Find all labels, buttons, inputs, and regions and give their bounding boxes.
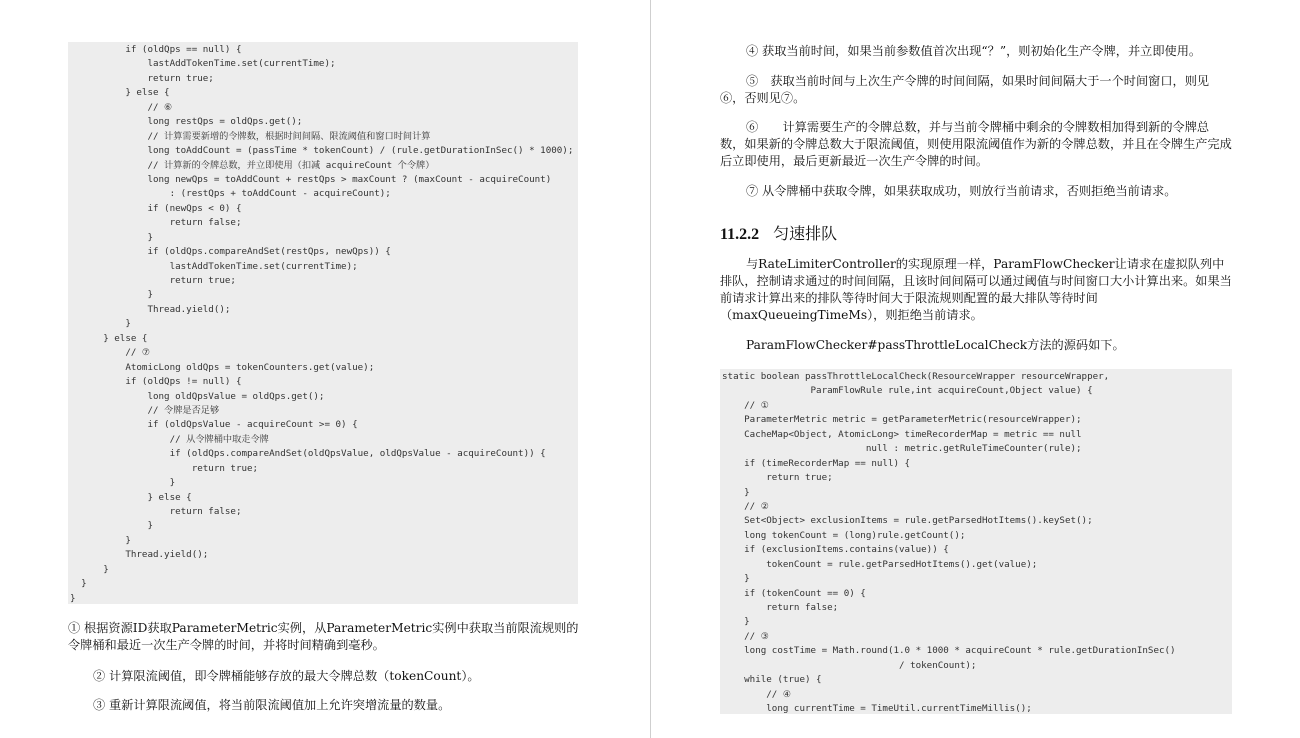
code-line: return true; — [70, 72, 214, 84]
code-line: } — [70, 231, 153, 243]
code-line: if (oldQps.compareAndSet(restQps, newQps)) { — [70, 246, 391, 258]
note-1: ① 根据资源ID获取ParameterMetric实例，从ParameterMetric实例中获取当前限流规则的令牌桶和最近一次生产令牌的时间，并将时间精确到毫秒。 — [68, 621, 579, 652]
note-7: ⑦ 从令牌桶中获取令牌，如果获取成功，则放行当前请求，否则拒绝当前请求。 — [746, 184, 1177, 198]
code-line: / tokenCount); — [722, 659, 977, 671]
code-line: return false; — [70, 217, 242, 229]
code-line: } — [722, 573, 750, 585]
code-line: } — [722, 486, 750, 498]
code-line: tokenCount = rule.getParsedHotItems().get(value); — [722, 558, 1038, 570]
intro-paragraph: 与RateLimiterController的实现原理一样，ParamFlowChecker让请求在虚拟队列中排队，控制请求通过的时间间隔，且该时间间隔可以通过阈值与时间窗口大小计算出来。如果当前请求计算出来的排队等待时间大于限流规则配置的最大排队等待时间（maxQueueingTimeMs），则拒绝当前请求。 — [720, 257, 1232, 322]
code-line: ParamFlowRule rule,int acquireCount,Object value) { — [722, 385, 1093, 397]
note-5: ⑤ 获取当前时间与上次生产令牌的时间间隔，如果时间间隔大于一个时间窗口，则见⑥，否则见⑦。 — [720, 74, 1210, 105]
code-line: // 令牌是否足够 — [70, 404, 220, 416]
code-line: return true; — [70, 462, 259, 474]
code-line: } — [70, 477, 176, 489]
code-block-left — [68, 42, 578, 604]
note-3: ③ 重新计算限流阈值，将当前限流阈值加上允许突增流量的数量。 — [93, 698, 451, 712]
code-line: if (oldQps.compareAndSet(oldQpsValue, oldQpsValue - acquireCount)) { — [70, 448, 546, 460]
code-line: // ⑦ — [70, 347, 151, 359]
code-line: // ④ — [722, 688, 792, 700]
code-line: // 计算新的令牌总数，并立即使用（扣减 acquireCount 个令牌） — [70, 159, 435, 171]
method-paragraph: ParamFlowChecker#passThrottleLocalCheck方法的源码如下。 — [746, 338, 1125, 352]
code-line: return false; — [70, 506, 242, 517]
code-line: long restQps = oldQps.get(); — [70, 116, 303, 128]
code-line: Thread.yield(); — [70, 303, 231, 315]
section-title: 匀速排队 — [773, 224, 838, 243]
code-line: } — [70, 318, 131, 330]
code-line: long currentTime = TimeUtil.currentTimeMillis(); — [722, 703, 1032, 714]
code-line: } — [70, 592, 76, 604]
code-line: AtomicLong oldQps = tokenCounters.get(value); — [70, 361, 375, 373]
code-block-right — [720, 369, 1232, 714]
code-line: return true; — [70, 275, 236, 286]
code-line: } — [70, 289, 153, 301]
code-line: Set<Object> exclusionItems = rule.getParsedHotItems().keySet(); — [722, 515, 1093, 527]
code-line: long toAddCount = (passTime * tokenCount) / (rule.getDurationInSec() * 1000); — [70, 145, 574, 157]
section-heading — [720, 224, 1232, 245]
code-line: if (newQps < 0) { — [70, 202, 242, 214]
code-line: } else { — [70, 87, 170, 99]
code-line: ParameterMetric metric = getParameterMetric(resourceWrapper); — [722, 414, 1082, 426]
code-line: // ① — [722, 399, 769, 411]
code-line: lastAddTokenTime.set(currentTime); — [70, 58, 336, 70]
code-line: long tokenCount = (long)rule.getCount(); — [722, 529, 966, 541]
code-line: return true; — [722, 472, 833, 484]
code-line: // 计算需要新增的令牌数，根据时间间隔、限流阈值和窗口时间计算 — [70, 130, 431, 142]
code-line: if (exclusionItems.contains(value)) { — [722, 544, 949, 556]
section-number: 11.2.2 — [720, 226, 760, 243]
code-line: long newQps = toAddCount + restQps > maxCount ? (maxCount - acquireCount) — [70, 173, 552, 185]
code-line: if (tokenCount == 0) { — [722, 587, 866, 599]
code-line: // ③ — [722, 630, 769, 642]
code-line: } — [722, 616, 750, 628]
code-line: while (true) { — [722, 674, 822, 686]
code-line: return false; — [722, 602, 839, 613]
code-line: Thread.yield(); — [70, 549, 209, 561]
code-line: } — [70, 534, 131, 546]
code-line: long oldQpsValue = oldQps.get(); — [70, 390, 325, 402]
code-line: static boolean passThrottleLocalCheck(ResourceWrapper resourceWrapper, — [722, 371, 1110, 382]
code-line: } else { — [70, 332, 148, 344]
code-line: : (restQps + toAddCount - acquireCount); — [70, 188, 391, 200]
code-line: } — [70, 578, 87, 590]
code-line: long costTime = Math.round(1.0 * 1000 * acquireCount * rule.getDurationInSec() — [722, 645, 1176, 657]
code-line: if (oldQps == null) { — [70, 44, 242, 55]
note-6: ⑥ 计算需要生产的令牌总数，并与当前令牌桶中剩余的令牌数相加得到新的令牌总数，如果新的令牌总数大于限流阈值，则使用限流阈值作为新的令牌总数，并且在令牌生产完成后立即使用，最后更新最近一次生产令牌的时间。 — [720, 120, 1232, 168]
code-line: } — [70, 563, 109, 575]
code-line: } — [70, 520, 153, 532]
code-line: lastAddTokenTime.set(currentTime); — [70, 260, 358, 272]
code-line: // 从令牌桶中取走令牌 — [70, 433, 269, 445]
code-line: // ② — [722, 500, 769, 512]
code-line: if (timeRecorderMap == null) { — [722, 457, 911, 469]
note-2: ② 计算限流阈值，即令牌桶能够存放的最大令牌总数（tokenCount）。 — [93, 669, 480, 683]
code-line: null : metric.getRuleTimeCounter(rule); — [722, 443, 1082, 455]
code-line: if (oldQps != null) { — [70, 376, 242, 388]
code-line: // ⑥ — [70, 101, 173, 113]
code-line: CacheMap<Object, AtomicLong> timeRecorderMap = metric == null — [722, 428, 1082, 440]
code-line: } else { — [70, 491, 192, 503]
note-4: ④ 获取当前时间，如果当前参数值首次出现“？”，则初始化生产令牌，并立即使用。 — [746, 44, 1202, 58]
code-line: if (oldQpsValue - acquireCount >= 0) { — [70, 419, 358, 431]
